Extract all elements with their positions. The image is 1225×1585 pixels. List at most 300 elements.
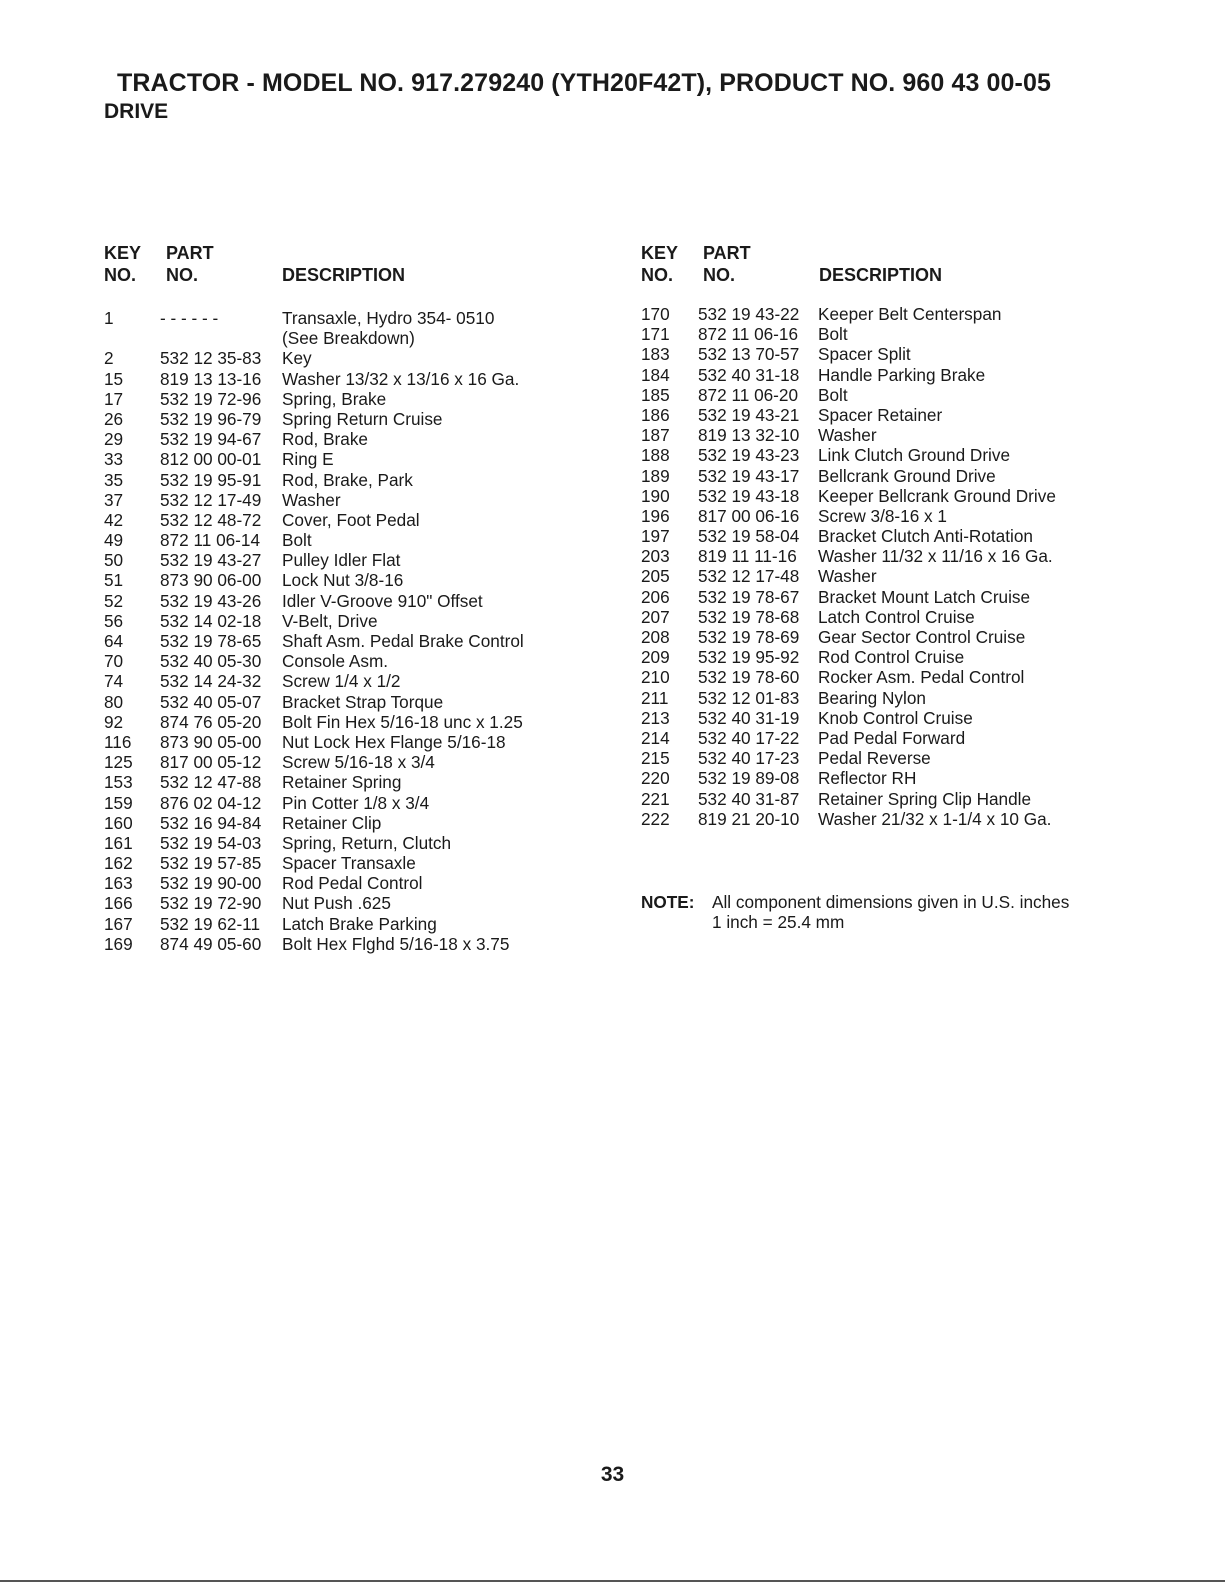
part-number: 817 00 05-12 — [160, 752, 262, 773]
key-number: 196 — [641, 505, 670, 526]
part-description — [282, 409, 443, 429]
description-line: Keeper Bellcrank Ground Drive — [818, 485, 1056, 506]
table-row — [641, 546, 1121, 566]
part-description — [818, 526, 1033, 546]
description-line: Pedal Reverse — [818, 748, 931, 769]
table-row — [104, 530, 574, 550]
key-number: 170 — [641, 304, 670, 324]
part-description — [818, 728, 965, 748]
key-number: 116 — [104, 731, 132, 752]
description-line: V-Belt, Drive — [282, 610, 378, 631]
description-line: Ring E — [282, 449, 334, 470]
part-description — [282, 914, 437, 934]
description-line: Cover, Foot Pedal — [282, 509, 420, 530]
table-row — [641, 647, 1121, 667]
table-row — [641, 385, 1121, 405]
key-number: 221 — [641, 788, 670, 809]
bottom-divider — [0, 1580, 1225, 1582]
key-number: 185 — [641, 384, 670, 405]
description-line: Pad Pedal Forward — [818, 727, 966, 748]
part-number: 819 21 20-10 — [698, 808, 800, 829]
part-number: 817 00 06-16 — [698, 505, 800, 526]
part-number: 532 19 72-96 — [160, 388, 262, 409]
table-row — [104, 813, 574, 833]
key-number: 15 — [104, 368, 124, 389]
description-line: Reflector RH — [818, 768, 917, 789]
table-row — [641, 365, 1121, 385]
part-number: 876 02 04-12 — [160, 792, 262, 813]
part-number: 532 19 78-65 — [160, 631, 262, 652]
part-description — [282, 692, 443, 712]
part-description — [282, 934, 509, 954]
table-row — [641, 789, 1121, 809]
table-row — [641, 324, 1121, 344]
key-number: 160 — [104, 812, 133, 833]
description-line: Rod Pedal Control — [282, 873, 423, 894]
key-number: 52 — [104, 590, 124, 611]
part-description — [818, 506, 947, 526]
table-row — [104, 793, 574, 813]
header-description: DESCRIPTION — [282, 265, 406, 285]
description-line: Screw 3/8-16 x 1 — [818, 505, 947, 526]
description-line: Idler V-Groove 910" Offset — [282, 590, 483, 611]
part-number: 532 19 78-60 — [698, 667, 800, 688]
key-number: 188 — [641, 445, 670, 466]
note-label: NOTE: — [641, 892, 695, 912]
part-description — [818, 789, 1031, 809]
table-row — [104, 470, 574, 490]
part-description — [282, 712, 523, 732]
part-number: 532 16 94-84 — [160, 812, 262, 833]
table-row — [641, 728, 1121, 748]
part-number: 532 12 35-83 — [160, 348, 262, 369]
table-row — [641, 566, 1121, 586]
description-line: Pin Cotter 1/8 x 3/4 — [282, 792, 430, 813]
part-number: 532 40 05-30 — [160, 651, 262, 672]
part-description — [818, 708, 973, 728]
part-number: 532 19 96-79 — [160, 408, 262, 429]
part-number: 532 19 57-85 — [160, 853, 262, 874]
part-number: 532 19 43-17 — [698, 465, 800, 486]
part-description — [818, 809, 1051, 829]
part-description — [818, 667, 1024, 687]
key-number: 161 — [104, 832, 133, 853]
part-description — [282, 651, 388, 671]
part-description — [818, 607, 975, 627]
note-line-2: 1 inch = 25.4 mm — [712, 912, 845, 932]
part-number: 532 40 17-22 — [698, 727, 800, 748]
part-description — [282, 490, 341, 510]
part-number: - - - - - - — [160, 308, 219, 328]
key-number: 1 — [104, 308, 114, 328]
note-line-1: All component dimensions given in U.S. inches — [712, 892, 1070, 912]
key-number: 206 — [641, 586, 670, 607]
key-number: 56 — [104, 610, 124, 631]
part-number: 532 40 31-87 — [698, 788, 800, 809]
description-line: Bolt — [818, 324, 848, 345]
table-row — [104, 873, 574, 893]
header-key-no: NO. — [641, 265, 674, 285]
description-line: Link Clutch Ground Drive — [818, 445, 1011, 466]
part-number: 532 19 72-90 — [160, 893, 262, 914]
description-line: Bolt — [282, 530, 312, 551]
table-row — [641, 768, 1121, 788]
table-row — [104, 348, 574, 368]
key-number: 214 — [641, 727, 670, 748]
table-row — [641, 344, 1121, 364]
description-line: Bolt — [818, 384, 848, 405]
part-number: 872 11 06-14 — [160, 530, 261, 551]
table-row — [104, 429, 574, 449]
part-description — [282, 348, 312, 368]
part-description — [282, 429, 368, 449]
description-line: Spring, Brake — [282, 388, 387, 409]
part-description — [818, 365, 985, 385]
part-description — [282, 833, 451, 853]
part-description — [818, 748, 931, 768]
part-number: 532 19 90-00 — [160, 873, 262, 894]
key-number: 187 — [641, 425, 670, 446]
key-number: 26 — [104, 408, 124, 429]
table-row — [104, 369, 574, 389]
key-number: 169 — [104, 933, 133, 954]
part-number: 532 14 24-32 — [160, 671, 262, 692]
key-number: 190 — [641, 485, 670, 506]
key-number: 222 — [641, 808, 670, 829]
part-description — [818, 546, 1053, 566]
table-row — [641, 445, 1121, 465]
table-row — [104, 550, 574, 570]
table-row — [104, 833, 574, 853]
table-row — [104, 893, 574, 913]
parts-rows-left — [104, 308, 574, 954]
key-number: 159 — [104, 792, 133, 813]
table-row — [641, 809, 1121, 829]
part-description — [282, 550, 400, 570]
part-description — [818, 768, 916, 788]
part-number: 532 19 58-04 — [698, 526, 800, 547]
key-number: 197 — [641, 526, 670, 547]
parts-table-header — [104, 243, 574, 295]
table-row — [641, 748, 1121, 768]
part-number: 532 19 95-91 — [160, 469, 262, 490]
key-number: 153 — [104, 772, 133, 793]
table-row — [104, 389, 574, 409]
description-line: Spacer Split — [818, 344, 911, 365]
description-line: Screw 1/4 x 1/2 — [282, 671, 401, 692]
part-description — [282, 449, 334, 469]
part-number: 532 19 43-23 — [698, 445, 800, 466]
description-line: Bracket Mount Latch Cruise — [818, 586, 1031, 607]
table-row — [104, 490, 574, 510]
description-line: Spring Return Cruise — [282, 408, 443, 429]
table-row — [641, 587, 1121, 607]
part-description — [282, 631, 524, 651]
part-description — [818, 445, 1010, 465]
part-description — [818, 466, 996, 486]
table-row — [641, 405, 1121, 425]
part-number: 532 12 01-83 — [698, 687, 800, 708]
part-description — [282, 732, 506, 752]
part-number: 812 00 00-01 — [160, 449, 262, 470]
key-number: 33 — [104, 449, 124, 470]
key-number: 17 — [104, 388, 124, 409]
part-number: 873 90 05-00 — [160, 731, 262, 752]
key-number: 29 — [104, 429, 124, 450]
page-title: TRACTOR - MODEL NO. 917.279240 (YTH20F42T), PRODUCT NO. 960 43 00-05 — [117, 69, 1051, 97]
description-line: Screw 5/16-18 x 3/4 — [282, 752, 435, 773]
table-row — [641, 304, 1121, 324]
table-row — [641, 607, 1121, 627]
table-row — [104, 752, 574, 772]
key-number: 125 — [104, 752, 133, 773]
description-line: Latch Brake Parking — [282, 913, 437, 934]
description-line: Gear Sector Control Cruise — [818, 627, 1026, 647]
header-description: DESCRIPTION — [819, 265, 943, 285]
part-description — [818, 486, 1056, 506]
part-number: 532 19 43-21 — [698, 404, 800, 425]
part-description — [818, 425, 877, 445]
part-description — [282, 752, 435, 772]
part-number: 532 19 78-68 — [698, 606, 800, 627]
part-number: 532 40 17-23 — [698, 748, 800, 769]
part-number: 873 90 06-00 — [160, 570, 262, 591]
description-line: Washer 21/32 x 1-1/4 x 10 Ga. — [818, 808, 1052, 829]
key-number: 80 — [104, 691, 124, 712]
table-row — [104, 409, 574, 429]
key-number: 37 — [104, 489, 124, 510]
table-row — [104, 671, 574, 691]
parts-rows-right — [641, 304, 1121, 829]
key-number: 70 — [104, 651, 124, 672]
table-row — [104, 449, 574, 469]
key-number: 50 — [104, 550, 124, 571]
part-description — [282, 369, 519, 389]
description-line: Washer 13/32 x 13/16 x 16 Ga. — [282, 368, 520, 389]
part-description — [282, 893, 391, 913]
key-number: 203 — [641, 546, 670, 567]
description-line: Rod Control Cruise — [818, 647, 965, 668]
part-description — [282, 611, 378, 631]
key-number: 183 — [641, 344, 670, 365]
part-description — [818, 566, 877, 586]
header-part: PART — [703, 243, 751, 263]
key-number: 189 — [641, 465, 670, 486]
part-number: 532 19 78-67 — [698, 586, 800, 607]
table-row — [104, 772, 574, 792]
description-line: Shaft Asm. Pedal Brake Control — [282, 631, 524, 652]
table-row — [641, 688, 1121, 708]
part-number: 532 13 70-57 — [698, 344, 800, 365]
key-number: 74 — [104, 671, 124, 692]
description-line: Nut Lock Hex Flange 5/16-18 — [282, 731, 506, 752]
part-number: 532 12 17-48 — [698, 566, 800, 587]
part-number: 532 12 17-49 — [160, 489, 262, 510]
key-number: 213 — [641, 707, 670, 728]
table-row — [641, 667, 1121, 687]
table-row — [641, 425, 1121, 445]
description-line: Latch Control Cruise — [818, 606, 975, 627]
description-line: Retainer Clip — [282, 812, 382, 833]
key-number: 211 — [641, 687, 669, 708]
part-description — [282, 793, 429, 813]
parts-list-right — [641, 243, 1121, 829]
table-row — [104, 308, 574, 348]
description-line: Key — [282, 348, 312, 369]
key-number: 162 — [104, 853, 133, 874]
key-number: 215 — [641, 748, 670, 769]
section-title: DRIVE — [104, 100, 169, 123]
key-number: 35 — [104, 469, 124, 490]
header-key-no: NO. — [104, 265, 137, 285]
part-number: 819 11 11-16 — [698, 546, 797, 567]
description-line: Nut Push .625 — [282, 893, 391, 914]
header-part-no: NO. — [166, 265, 199, 285]
table-row — [641, 627, 1121, 647]
key-number: 208 — [641, 627, 670, 647]
description-line: Transaxle, Hydro 354- 0510 — [282, 308, 495, 328]
part-number: 532 19 95-92 — [698, 647, 800, 668]
key-number: 2 — [104, 348, 114, 369]
table-row — [641, 466, 1121, 486]
key-number: 92 — [104, 711, 124, 732]
description-line: Keeper Belt Centerspan — [818, 304, 1002, 324]
table-row — [104, 591, 574, 611]
part-description — [282, 470, 413, 490]
key-number: 51 — [104, 570, 124, 591]
part-number: 532 40 31-18 — [698, 364, 800, 385]
part-description — [818, 405, 942, 425]
part-number: 532 19 78-69 — [698, 627, 800, 647]
part-description — [818, 344, 911, 364]
part-number: 532 19 43-18 — [698, 485, 800, 506]
table-row — [104, 611, 574, 631]
key-number: 210 — [641, 667, 670, 688]
table-row — [104, 631, 574, 651]
description-line: Knob Control Cruise — [818, 707, 973, 728]
part-number: 532 14 02-18 — [160, 610, 262, 631]
part-number: 532 19 62-11 — [160, 913, 261, 934]
part-number: 532 19 54-03 — [160, 832, 262, 853]
description-line: Washer — [818, 425, 877, 446]
description-line: Rod, Brake — [282, 429, 368, 450]
part-number: 532 19 43-27 — [160, 550, 262, 571]
part-description — [818, 627, 1025, 647]
page-number: 33 — [600, 1463, 625, 1486]
part-number: 532 19 43-22 — [698, 304, 800, 324]
part-description — [818, 688, 926, 708]
description-line: Handle Parking Brake — [818, 364, 986, 385]
description-line: Spacer Retainer — [818, 404, 943, 425]
description-line: Bolt Fin Hex 5/16-18 unc x 1.25 — [282, 711, 523, 732]
table-row — [641, 708, 1121, 728]
part-description — [282, 308, 494, 348]
key-number: 220 — [641, 768, 670, 789]
part-description — [282, 873, 422, 893]
description-line-continued: (See Breakdown) — [282, 328, 415, 349]
part-description — [282, 772, 401, 792]
description-line: Bracket Clutch Anti-Rotation — [818, 526, 1033, 547]
table-row — [641, 486, 1121, 506]
description-line: Spacer Transaxle — [282, 853, 416, 874]
header-key: KEY — [104, 243, 142, 263]
key-number: 166 — [104, 893, 133, 914]
part-description — [282, 389, 386, 409]
key-number: 207 — [641, 606, 670, 627]
table-row — [104, 651, 574, 671]
key-number: 205 — [641, 566, 670, 587]
description-line: Bracket Strap Torque — [282, 691, 444, 712]
table-row — [104, 853, 574, 873]
table-row — [104, 692, 574, 712]
description-line: Console Asm. — [282, 651, 389, 672]
key-number: 49 — [104, 530, 124, 551]
part-description — [818, 647, 964, 667]
part-description — [818, 385, 848, 405]
part-number: 872 11 06-16 — [698, 324, 799, 345]
key-number: 42 — [104, 509, 124, 530]
part-number: 532 40 31-19 — [698, 707, 800, 728]
part-description — [282, 570, 403, 590]
table-row — [104, 732, 574, 752]
part-description — [282, 530, 312, 550]
part-number: 874 49 05-60 — [160, 933, 262, 954]
part-number: 532 40 05-07 — [160, 691, 262, 712]
table-row — [104, 934, 574, 954]
table-row — [104, 510, 574, 530]
header-part-no: NO. — [703, 265, 736, 285]
table-row — [104, 570, 574, 590]
part-description — [282, 813, 381, 833]
description-line: Washer — [818, 566, 877, 587]
part-number: 532 12 47-88 — [160, 772, 262, 793]
part-number: 532 19 94-67 — [160, 429, 262, 450]
description-line: Bellcrank Ground Drive — [818, 465, 996, 486]
part-number: 532 19 89-08 — [698, 768, 800, 789]
part-description — [282, 510, 420, 530]
header-key: KEY — [641, 243, 679, 263]
description-line: Lock Nut 3/8-16 — [282, 570, 404, 591]
part-number: 819 13 13-16 — [160, 368, 262, 389]
parts-table-header — [641, 243, 1121, 295]
description-line: Bearing Nylon — [818, 687, 926, 708]
key-number: 186 — [641, 404, 670, 425]
part-description — [818, 324, 848, 344]
table-row — [104, 712, 574, 732]
header-part: PART — [166, 243, 214, 263]
part-description — [282, 591, 483, 611]
part-number: 872 11 06-20 — [698, 384, 799, 405]
description-line: Retainer Spring — [282, 772, 402, 793]
part-number: 819 13 32-10 — [698, 425, 800, 446]
table-row — [641, 526, 1121, 546]
description-line: Pulley Idler Flat — [282, 550, 401, 571]
part-description — [282, 853, 416, 873]
key-number: 64 — [104, 631, 124, 652]
part-number: 874 76 05-20 — [160, 711, 262, 732]
key-number: 167 — [104, 913, 133, 934]
description-line: Spring, Return, Clutch — [282, 832, 452, 853]
parts-list-left — [104, 243, 574, 954]
description-line: Bolt Hex Flghd 5/16-18 x 3.75 — [282, 933, 510, 954]
table-row — [641, 506, 1121, 526]
part-description — [818, 304, 1001, 324]
key-number: 163 — [104, 873, 133, 894]
part-number: 532 19 43-26 — [160, 590, 262, 611]
part-description — [818, 587, 1030, 607]
description-line: Washer — [282, 489, 341, 510]
description-line: Retainer Spring Clip Handle — [818, 788, 1032, 809]
